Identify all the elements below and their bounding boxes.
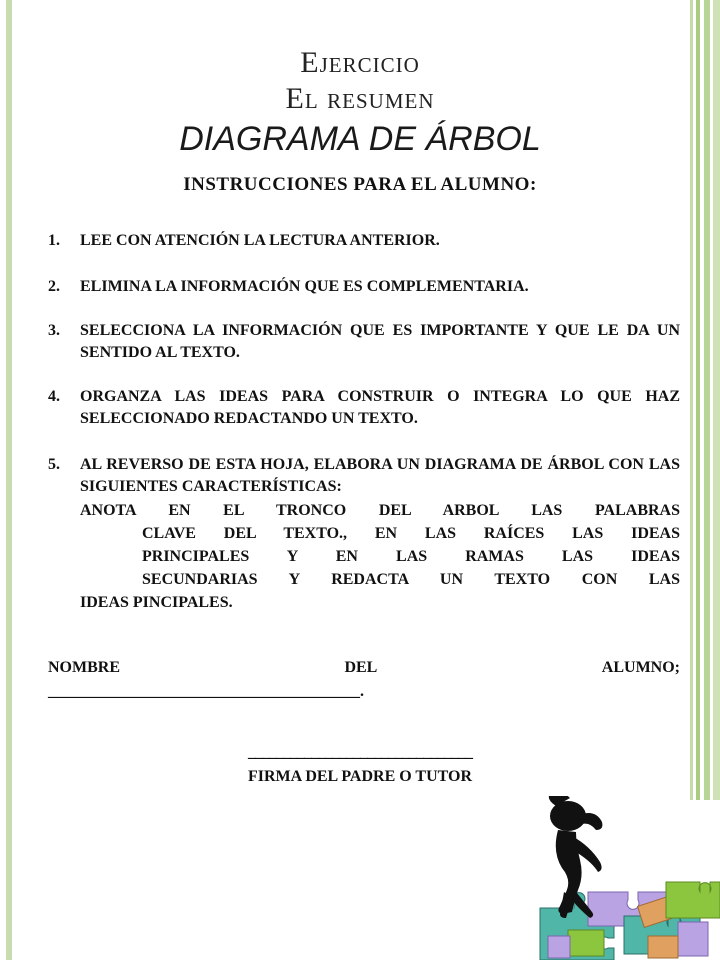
detail-line: ANOTA EN EL TRONCO DEL ARBOL LAS PALABRAS <box>80 502 680 519</box>
item-number: 4. <box>48 388 60 405</box>
item-number: 1. <box>48 232 60 249</box>
student-name-blank[interactable]: _______________________________________. <box>48 683 364 700</box>
student-name-field <box>48 656 680 704</box>
signature-label: FIRMA DEL PADRE O TUTOR <box>247 768 473 785</box>
detail-line: CLAVE DEL TEXTO., EN LAS RAÍCES LAS IDEAS <box>142 525 680 542</box>
instruction-item-1 <box>48 230 680 252</box>
student-name-word: ALUMNO; <box>601 659 680 676</box>
heading-ejercicio: Ejercicio <box>300 46 420 79</box>
heading-diagrama: DIAGRAMA DE ÁRBOL <box>179 120 541 158</box>
student-name-word: NOMBRE <box>48 659 120 676</box>
heading-resumen: El resumen <box>285 82 435 115</box>
detail-line: PRINCIPALES Y EN LAS RAMAS LAS IDEAS <box>142 548 680 565</box>
student-name-word: DEL <box>344 659 378 676</box>
thinking-figure-puzzle-illustration <box>528 796 720 960</box>
signature-line[interactable]: ________________________________ <box>248 744 472 761</box>
item-5-detail <box>80 499 680 614</box>
instruction-item-4 <box>48 386 680 430</box>
instruction-item-5 <box>48 454 680 498</box>
item-text: ORGANZA LAS IDEAS PARA CONSTRUIR O INTEGRA LO QUE HAZ SELECCIONADO REDACTANDO UN TEXTO. <box>80 388 680 427</box>
instructions-title: INSTRUCCIONES PARA EL ALUMNO: <box>183 174 537 195</box>
item-text: AL REVERSO DE ESTA HOJA, ELABORA UN DIAGRAMA DE ÁRBOL CON LAS SIGUIENTES CARACTERÍSTICAS: <box>80 456 680 495</box>
detail-line: IDEAS PINCIPALES. <box>80 594 233 611</box>
item-text: ELIMINA LA INFORMACIÓN QUE ES COMPLEMENTARIA. <box>80 278 529 295</box>
item-text: LEE CON ATENCIÓN LA LECTURA ANTERIOR. <box>80 232 440 249</box>
item-number: 3. <box>48 322 60 339</box>
detail-line: SECUNDARIAS Y REDACTA UN TEXTO CON LAS <box>142 571 680 588</box>
instruction-item-2 <box>48 276 680 298</box>
instruction-item-3 <box>48 320 680 364</box>
item-number: 5. <box>48 456 60 473</box>
item-number: 2. <box>48 278 60 295</box>
item-text: SELECCIONA LA INFORMACIÓN QUE ES IMPORTANTE Y QUE LE DA UN SENTIDO AL TEXTO. <box>80 322 680 361</box>
